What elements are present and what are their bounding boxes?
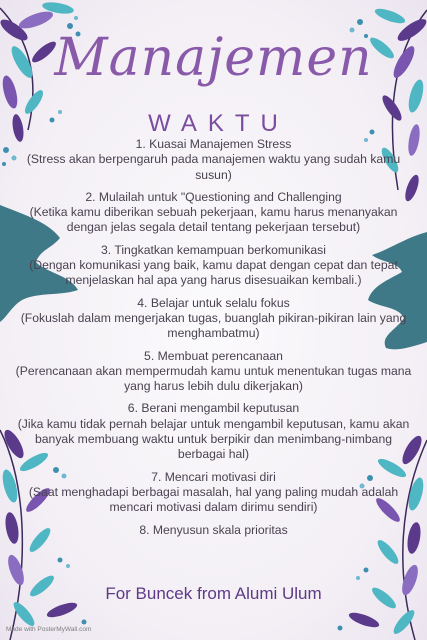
watermark: Made with PosterMyWall.com	[6, 626, 92, 633]
poster-subtitle: WAKTU	[148, 110, 289, 137]
item-heading: 7. Mencari motivasi diri	[151, 469, 276, 484]
item-description: (Jika kamu tidak pernah belajar untuk mengambil keputusan, kamu akan banyak membuang waktu untuk berpikir dan menimbang-nimbang berbagai hal)	[17, 416, 410, 462]
item-heading: 3. Tingkatkan kemampuan berkomunikasi	[101, 242, 326, 257]
item-heading: 8. Menyusun skala prioritas	[139, 522, 288, 537]
item-description: (Ketika kamu diberikan sebuah pekerjaan, kamu harus menanyakan dengan jelas segala detail tentang pekerjaan tersebut)	[29, 205, 398, 235]
item-heading: 6. Berani mengambil keputusan	[127, 401, 300, 416]
list-item	[12, 137, 415, 183]
list-item	[12, 190, 415, 236]
item-description: (Dengan komunikasi yang baik, kamu dapat dengan cepat dan tepat menjelaskan hal apa yang harus disesuaikan kembali.)	[29, 258, 398, 288]
list-item	[12, 296, 415, 342]
poster-title: Manajemen	[54, 28, 373, 88]
list-item	[12, 401, 415, 462]
list-item	[12, 523, 415, 538]
item-heading: 5. Membuat perencanaan	[144, 348, 283, 363]
list-item	[12, 470, 415, 516]
item-description: (Stress akan berpengaruh pada manajemen waktu yang sudah kamu susun)	[26, 152, 401, 182]
list-item	[12, 349, 415, 395]
item-heading: 4. Belajar untuk selalu fokus	[137, 295, 290, 310]
tips-list	[12, 137, 415, 545]
item-description: (Fokuslah dalam mengerjakan tugas, buanglah pikiran-pikiran lain yang menghambatmu)	[20, 310, 407, 341]
item-description: (Saat menghadapi berbagai masalah, hal yang paling mudah adalah mencari motivasi dalam dirimu sendiri)	[28, 484, 399, 515]
list-item	[12, 243, 415, 289]
item-heading: 1. Kuasai Manajemen Stress	[135, 137, 292, 151]
item-heading: 2. Mulailah untuk "Questioning and Challenging	[85, 189, 342, 204]
item-description: (Perencanaan akan mempermudah kamu untuk menentukan tugas mana yang harus lebih dulu dikerjakan)	[15, 363, 412, 394]
poster-footer: For Buncek from Alumi Ulum	[105, 584, 322, 603]
